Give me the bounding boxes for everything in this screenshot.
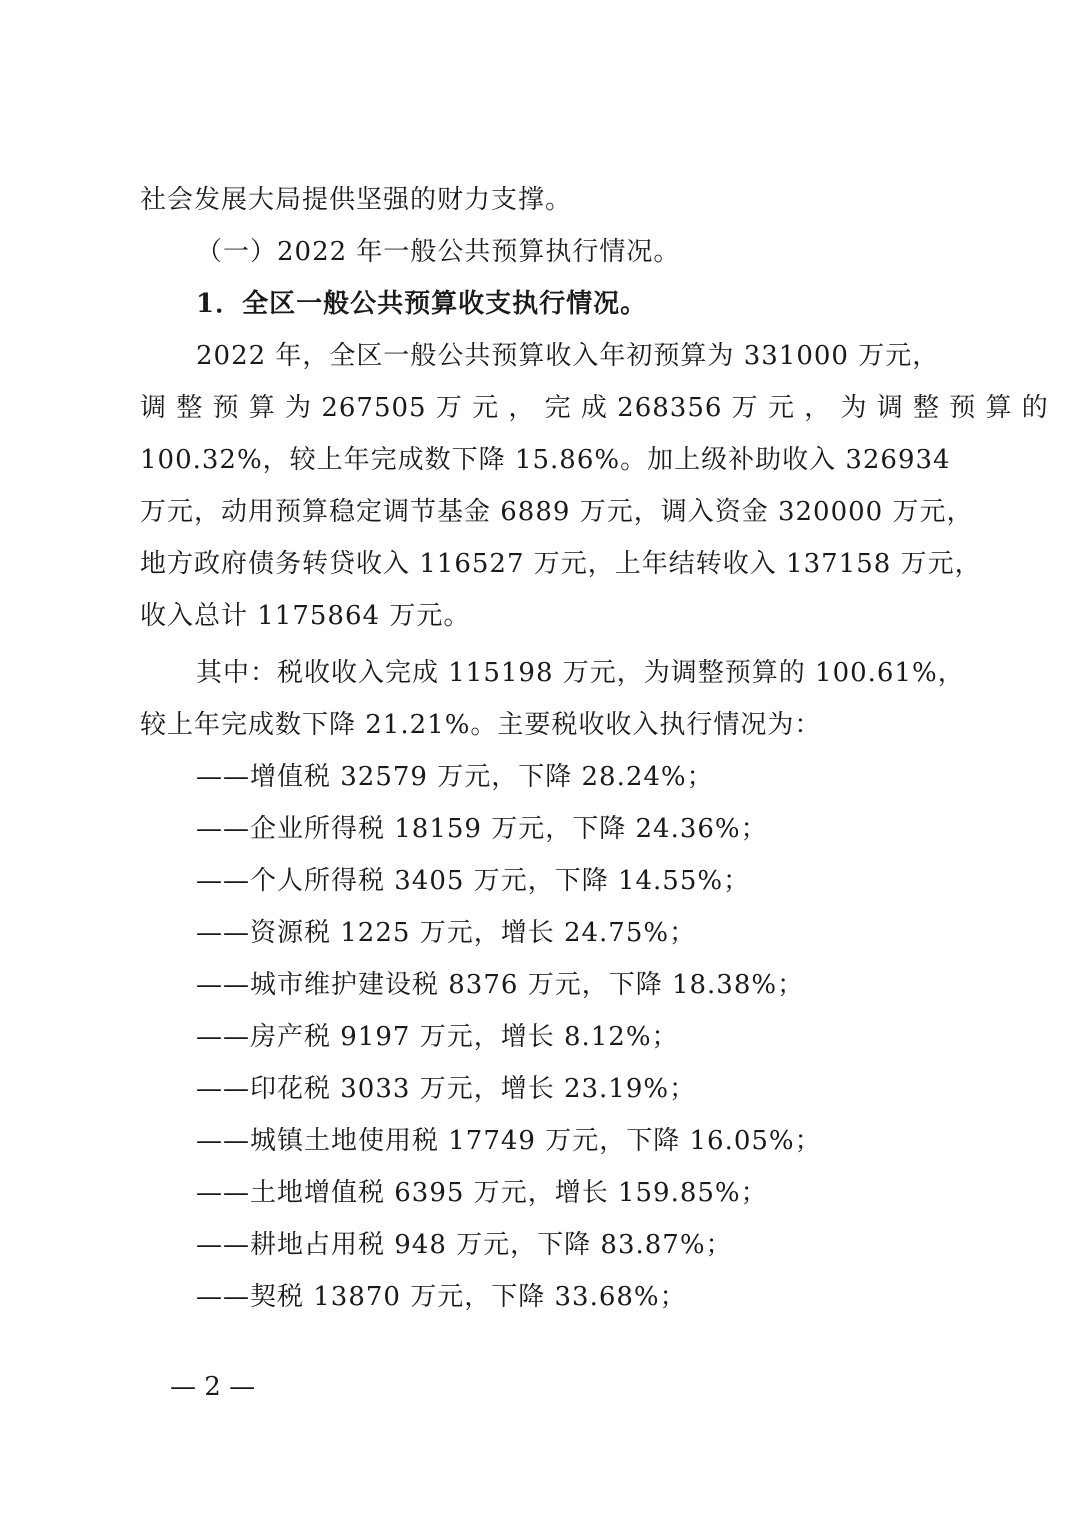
paragraph-line: 地方政府债务转贷收入 116527 万元，上年结转收入 137158 万元， [140,549,982,579]
tax-item: ——城市维护建设税 8376 万元，下降 18.38%； [196,970,805,1000]
page-number: — 2 — [170,1372,256,1402]
paragraph-line: 收入总计 1175864 万元。 [140,601,471,631]
section-heading: （一）2022 年一般公共预算执行情况。 [196,237,681,267]
paragraph-line: 社会发展大局提供坚强的财力支撑。 [140,185,573,215]
paragraph-line: 万元，动用预算稳定调节基金 6889 万元，调入资金 320000 万元， [140,497,974,527]
tax-item: ——个人所得税 3405 万元，下降 14.55%； [196,866,751,896]
paragraph-line: 较上年完成数下降 21.21%。主要税收收入执行情况为： [140,710,822,740]
paragraph-line: 2022 年，全区一般公共预算收入年初预算为 331000 万元， [196,341,940,371]
tax-item: ——城镇土地使用税 17749 万元，下降 16.05%； [196,1126,822,1156]
tax-item: ——契税 13870 万元，下降 33.68%； [196,1282,687,1312]
paragraph-line: 100.32%，较上年完成数下降 15.86%。加上级补助收入 326934 [140,445,951,475]
tax-item: ——企业所得税 18159 万元，下降 24.36%； [196,814,768,844]
tax-item: ——印花税 3033 万元，增长 23.19%； [196,1074,697,1104]
tax-item: ——耕地占用税 948 万元，下降 83.87%； [196,1230,733,1260]
paragraph-line: 其中：税收收入完成 115198 万元，为调整预算的 100.61%， [196,658,965,688]
tax-item: ——房产税 9197 万元，增长 8.12%； [196,1022,679,1052]
tax-item: ——土地增值税 6395 万元，增长 159.85%； [196,1178,768,1208]
tax-item: ——资源税 1225 万元，增长 24.75%； [196,918,697,948]
tax-item: ——增值税 32579 万元，下降 28.24%； [196,762,714,792]
subsection-heading: 1．全区一般公共预算收支执行情况。 [196,289,648,319]
paragraph-line: 调 整 预 算 为 267505 万 元 ， 完 成 268356 万 元 ， 为 调 整 预 算 的 [140,393,1049,423]
